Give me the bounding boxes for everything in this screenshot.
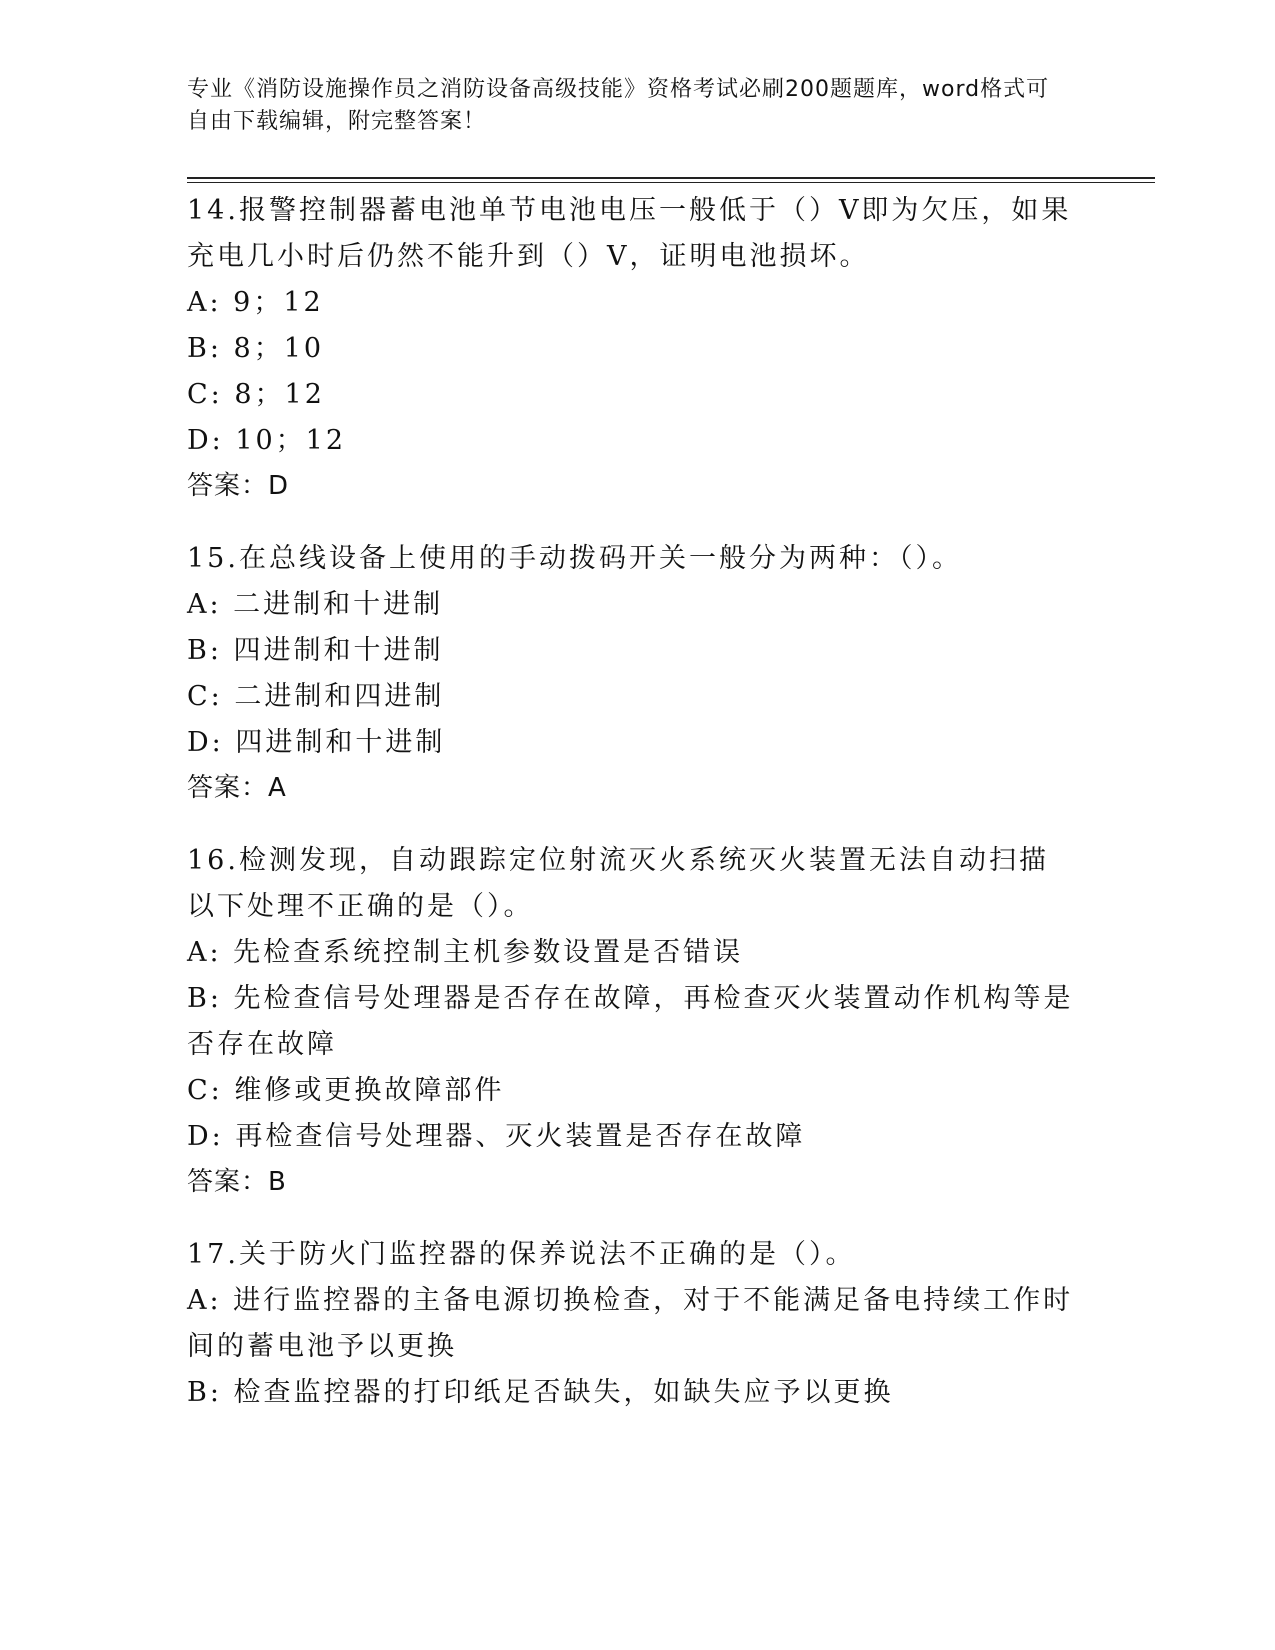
option-a: A: 进行监控器的主备电源切换检查，对于不能满足备电持续工作时间的蓄电池予以更换: [187, 1285, 1074, 1362]
question-stem: 16.检测发现，自动跟踪定位射流灭火系统灭火装置无法自动扫描以下处理不正确的是（）。: [187, 845, 1049, 922]
question-14: [187, 188, 1077, 508]
document-header: 专业《消防设施操作员之消防设备高级技能》资格考试必刷200题题库，word格式可自由下载编辑，附完整答案！: [187, 77, 1050, 134]
option-c: C: 二进制和四进制: [187, 681, 445, 712]
option-b: B: 检查监控器的打印纸足否缺失，如缺失应予以更换: [187, 1377, 894, 1408]
question-list: [187, 188, 1077, 1444]
question-answer: 答案：A: [187, 773, 287, 803]
option-d: D: 四进制和十进制: [187, 727, 446, 758]
question-answer: 答案：D: [187, 471, 290, 501]
option-c: C: 8；12: [187, 379, 325, 410]
header-divider-thick: [187, 177, 1155, 179]
question-stem: 14.报警控制器蓄电池单节电池电压一般低于（）V即为欠压，如果充电几小时后仍然不能升到（）V，证明电池损坏。: [187, 195, 1072, 272]
option-c: C: 维修或更换故障部件: [187, 1075, 505, 1106]
question-stem: 17.关于防火门监控器的保养说法不正确的是（）。: [187, 1239, 856, 1270]
question-stem: 15.在总线设备上使用的手动拨码开关一般分为两种：（）。: [187, 543, 962, 574]
option-d: D: 再检查信号处理器、灭火装置是否存在故障: [187, 1121, 806, 1152]
option-b: B: 先检查信号处理器是否存在故障，再检查灭火装置动作机构等是否存在故障: [187, 983, 1074, 1060]
question-15: [187, 536, 1077, 810]
header-divider-thin: [187, 182, 1155, 183]
question-17: [187, 1232, 1077, 1416]
option-a: A: 先检查系统控制主机参数设置是否错误: [187, 937, 744, 968]
option-a: A: 9；12: [187, 287, 324, 318]
option-b: B: 四进制和十进制: [187, 635, 444, 666]
question-16: [187, 838, 1077, 1204]
option-a: A: 二进制和十进制: [187, 589, 444, 620]
option-b: B: 8；10: [187, 333, 325, 364]
question-answer: 答案：B: [187, 1167, 287, 1197]
option-d: D: 10；12: [187, 425, 347, 456]
